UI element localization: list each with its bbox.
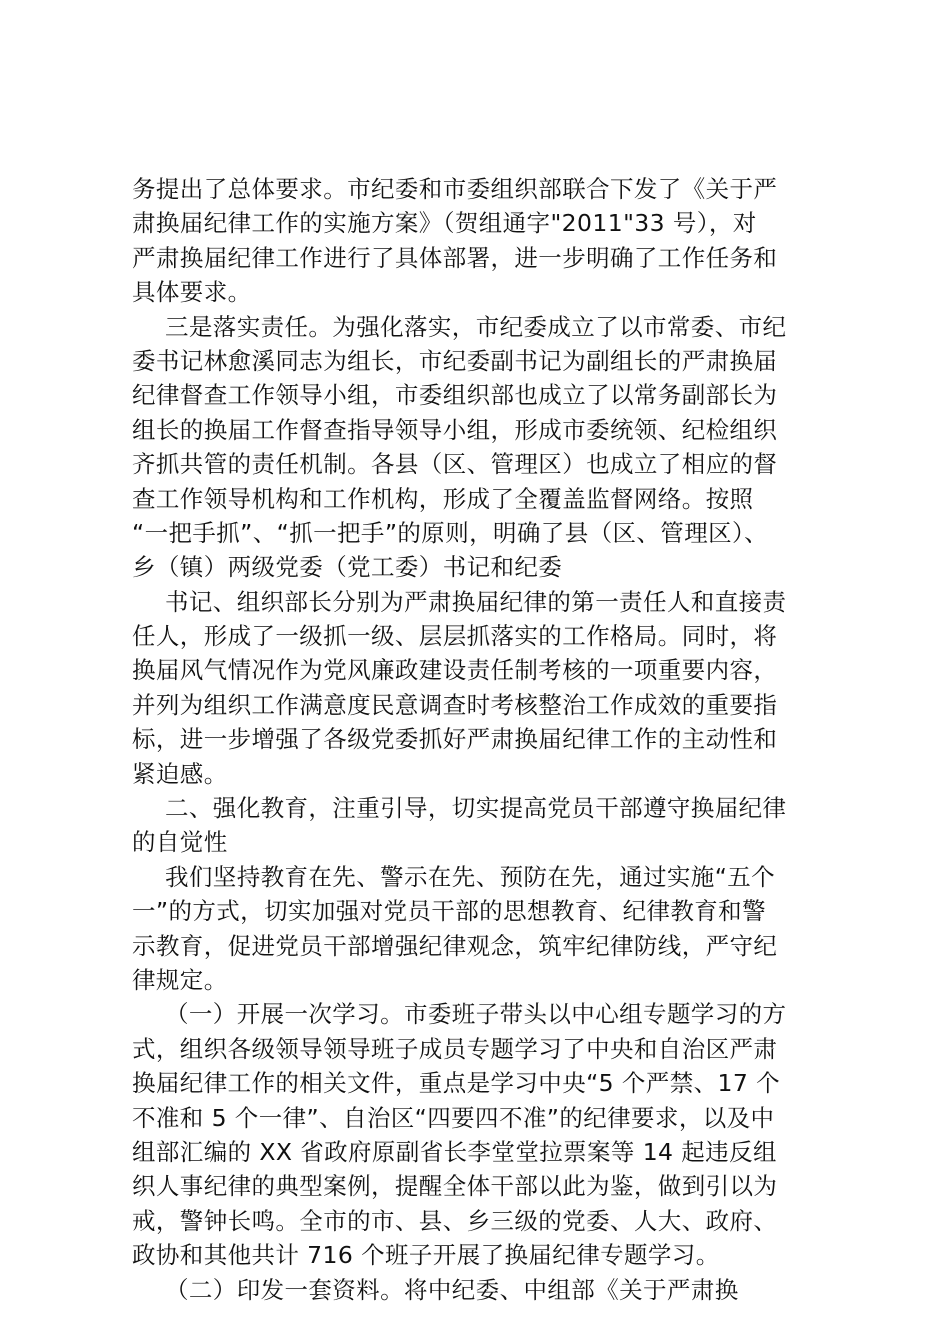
text-line: 严肃换届纪律工作进行了具体部署，进一步明确了工作任务和 — [132, 243, 778, 272]
text-line: 标，进一步增强了各级党委抓好严肃换届纪律工作的主动性和 — [132, 725, 778, 754]
paragraph-first-line: 书记、组织部长分别为严肃换届纪律的第一责任人和直接责 — [165, 587, 787, 616]
text-line: 不准和 5 个一律”、自治区“四要四不准”的纪律要求，以及中 — [132, 1103, 775, 1132]
text-line: 任人，形成了一级抓一级、层层抓落实的工作格局。同时，将 — [132, 622, 778, 651]
text-line: 戒，警钟长鸣。全市的市、县、乡三级的党委、人大、政府、 — [132, 1206, 778, 1235]
text-line: 并列为组织工作满意度民意调查时考核整治工作成效的重要指 — [132, 690, 778, 719]
paragraph-first-line: 我们坚持教育在先、警示在先、预防在先，通过实施“五个 — [165, 862, 776, 891]
text-line: 肃换届纪律工作的实施方案》（贺组通字"2011"33 号），对 — [132, 209, 757, 238]
text-line: 式，组织各级领导领导班子成员专题学习了中央和自治区严肃 — [132, 1034, 778, 1063]
text-line: 一”的方式，切实加强对党员干部的思想教育、纪律教育和警 — [132, 897, 766, 926]
text-line: 组部汇编的 XX 省政府原副省长李堂堂拉票案等 14 起违反组 — [132, 1137, 777, 1166]
paragraph-first-line: 三是落实责任。为强化落实，市纪委成立了以市常委、市纪 — [165, 312, 787, 341]
text-line: 具体要求。 — [132, 278, 252, 307]
text-line: 换届纪律工作的相关文件，重点是学习中央“5 个严禁、17 个 — [132, 1069, 780, 1098]
text-line: “一把手抓”、“抓一把手”的原则，明确了县（区、管理区）、 — [132, 518, 769, 547]
text-line: 织人事纪律的典型案例，提醒全体干部以此为鉴，做到引以为 — [132, 1172, 778, 1201]
text-line: 纪律督查工作领导小组，市委组织部也成立了以常务副部长为 — [132, 381, 778, 410]
text-line: 委书记林愈溪同志为组长，市纪委副书记为副组长的严肃换届 — [132, 346, 778, 375]
text-line: 律规定。 — [132, 965, 228, 994]
text-line: 查工作领导机构和工作机构，形成了全覆盖监督网络。按照 — [132, 484, 754, 513]
section-heading-line: 的自觉性 — [132, 828, 228, 857]
paragraph-first-line: （一）开展一次学习。市委班子带头以中心组专题学习的方 — [165, 1000, 787, 1029]
text-line: 政协和其他共计 716 个班子开展了换届纪律专题学习。 — [132, 1241, 720, 1270]
text-line: 齐抓共管的责任机制。各县（区、管理区）也成立了相应的督 — [132, 450, 778, 479]
section-heading-line: 二、强化教育，注重引导，切实提高党员干部遵守换届纪律 — [165, 794, 787, 823]
text-line: 换届风气情况作为党风廉政建设责任制考核的一项重要内容， — [132, 656, 778, 685]
text-line: 示教育，促进党员干部增强纪律观念，筑牢纪律防线，严守纪 — [132, 931, 778, 960]
document-body — [132, 172, 822, 1307]
paragraph-first-line: （二）印发一套资料。将中纪委、中组部《关于严肃换 — [165, 1275, 739, 1304]
text-line: 乡（镇）两级党委（党工委）书记和纪委 — [132, 553, 563, 582]
text-line: 务提出了总体要求。市纪委和市委组织部联合下发了《关于严 — [132, 175, 778, 203]
text-line: 组长的换届工作督查指导领导小组，形成市委统领、纪检组织 — [132, 415, 778, 444]
text-line: 紧迫感。 — [132, 759, 228, 788]
